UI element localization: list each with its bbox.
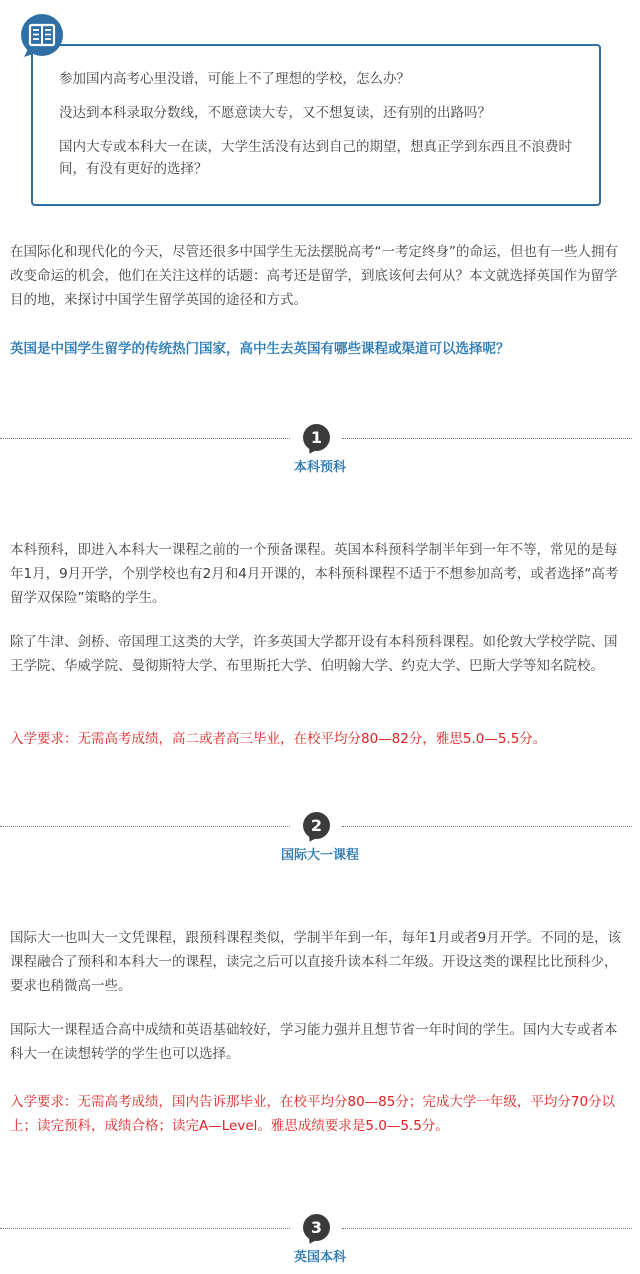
intro-question-3: 国内大专或本科大一在读，大学生活没有达到自己的期望，想真正学到东西且不浪费时间，有没有更好的选择？ bbox=[59, 139, 572, 177]
section-title: 本科预科 bbox=[293, 460, 346, 475]
divider-line bbox=[342, 438, 632, 439]
book-icon bbox=[18, 11, 66, 59]
section-1-paragraph-1: 本科预科，即进入本科大一课程之前的一个预备课程。英国本科预科学制半年到一年不等，常见的是每年1月，9月开学，个别学校也有2月和4月开课的，本科预科课程不适于不想参加高考，或者选择“高考留学双保险”策略的学生。 bbox=[10, 542, 619, 606]
section-2-paragraph-2: 国际大一课程适合高中成绩和英语基础较好，学习能力强并且想节省一年时间的学生。国内大专或者本科大一在读想转学的学生也可以选择。 bbox=[10, 1022, 618, 1062]
divider-line bbox=[342, 826, 632, 827]
section-title: 国际大一课程 bbox=[280, 848, 359, 863]
section-1-paragraph-2: 除了牛津、剑桥、帝国理工这类的大学，许多英国大学都开设有本科预科课程。如伦敦大学校学院、国王学院、华威学院、曼彻斯特大学、布里斯托大学、伯明翰大学、约克大学、巴斯大学等知名院校。 bbox=[10, 634, 618, 674]
section-number-badge: 2 bbox=[303, 812, 330, 839]
divider-line bbox=[0, 438, 290, 439]
divider-line bbox=[342, 1228, 632, 1229]
intro-question-1: 参加国内高考心里没谱，可能上不了理想的学校，怎么办？ bbox=[59, 71, 410, 87]
divider-line bbox=[0, 1228, 290, 1229]
section-1-requirement: 入学要求：无需高考成绩，高二或者高三毕业，在校平均分80—82分，雅思5.0—5.5分。 bbox=[10, 731, 547, 747]
intro-paragraph: 在国际化和现代化的今天，尽管还很多中国学生无法摆脱高考“一考定终身”的命运，但也有一些人拥有改变命运的机会，他们在关注这样的话题：高考还是留学，到底该何去何从？本文就选择英国作为留学目的地，来探讨中国学生留学英国的途径和方式。 bbox=[10, 244, 618, 308]
section-divider-2 bbox=[0, 812, 640, 872]
section-number-badge: 1 bbox=[303, 424, 330, 451]
section-divider-1 bbox=[0, 424, 640, 484]
section-2-paragraph-1: 国际大一也叫大一文凭课程，跟预科课程类似，学制半年到一年，每年1月或者9月开学。不同的是，该课程融合了预科和本科大一的课程，读完之后可以直接升读本科二年级。开设这类的课程比比预科少，要求也稍微高一些。 bbox=[10, 930, 622, 994]
intro-question-box bbox=[31, 44, 601, 206]
intro-question-2: 没达到本科录取分数线，不愿意读大专，又不想复读，还有别的出路吗？ bbox=[59, 105, 491, 121]
section-divider-3 bbox=[0, 1214, 640, 1274]
divider-line bbox=[0, 826, 290, 827]
section-number-badge: 3 bbox=[303, 1214, 330, 1241]
section-title: 英国本科 bbox=[293, 1250, 346, 1265]
section-2-requirement: 入学要求：无需高考成绩，国内告诉那毕业，在校平均分80—85分；完成大学一年级，平均分70分以上；读完预科，成绩合格；读完A—Level。雅思成绩要求是5.0—5.5分。 bbox=[10, 1094, 616, 1134]
highlight-question: 英国是中国学生留学的传统热门国家，高中生去英国有哪些课程或渠道可以选择呢？ bbox=[10, 341, 510, 357]
